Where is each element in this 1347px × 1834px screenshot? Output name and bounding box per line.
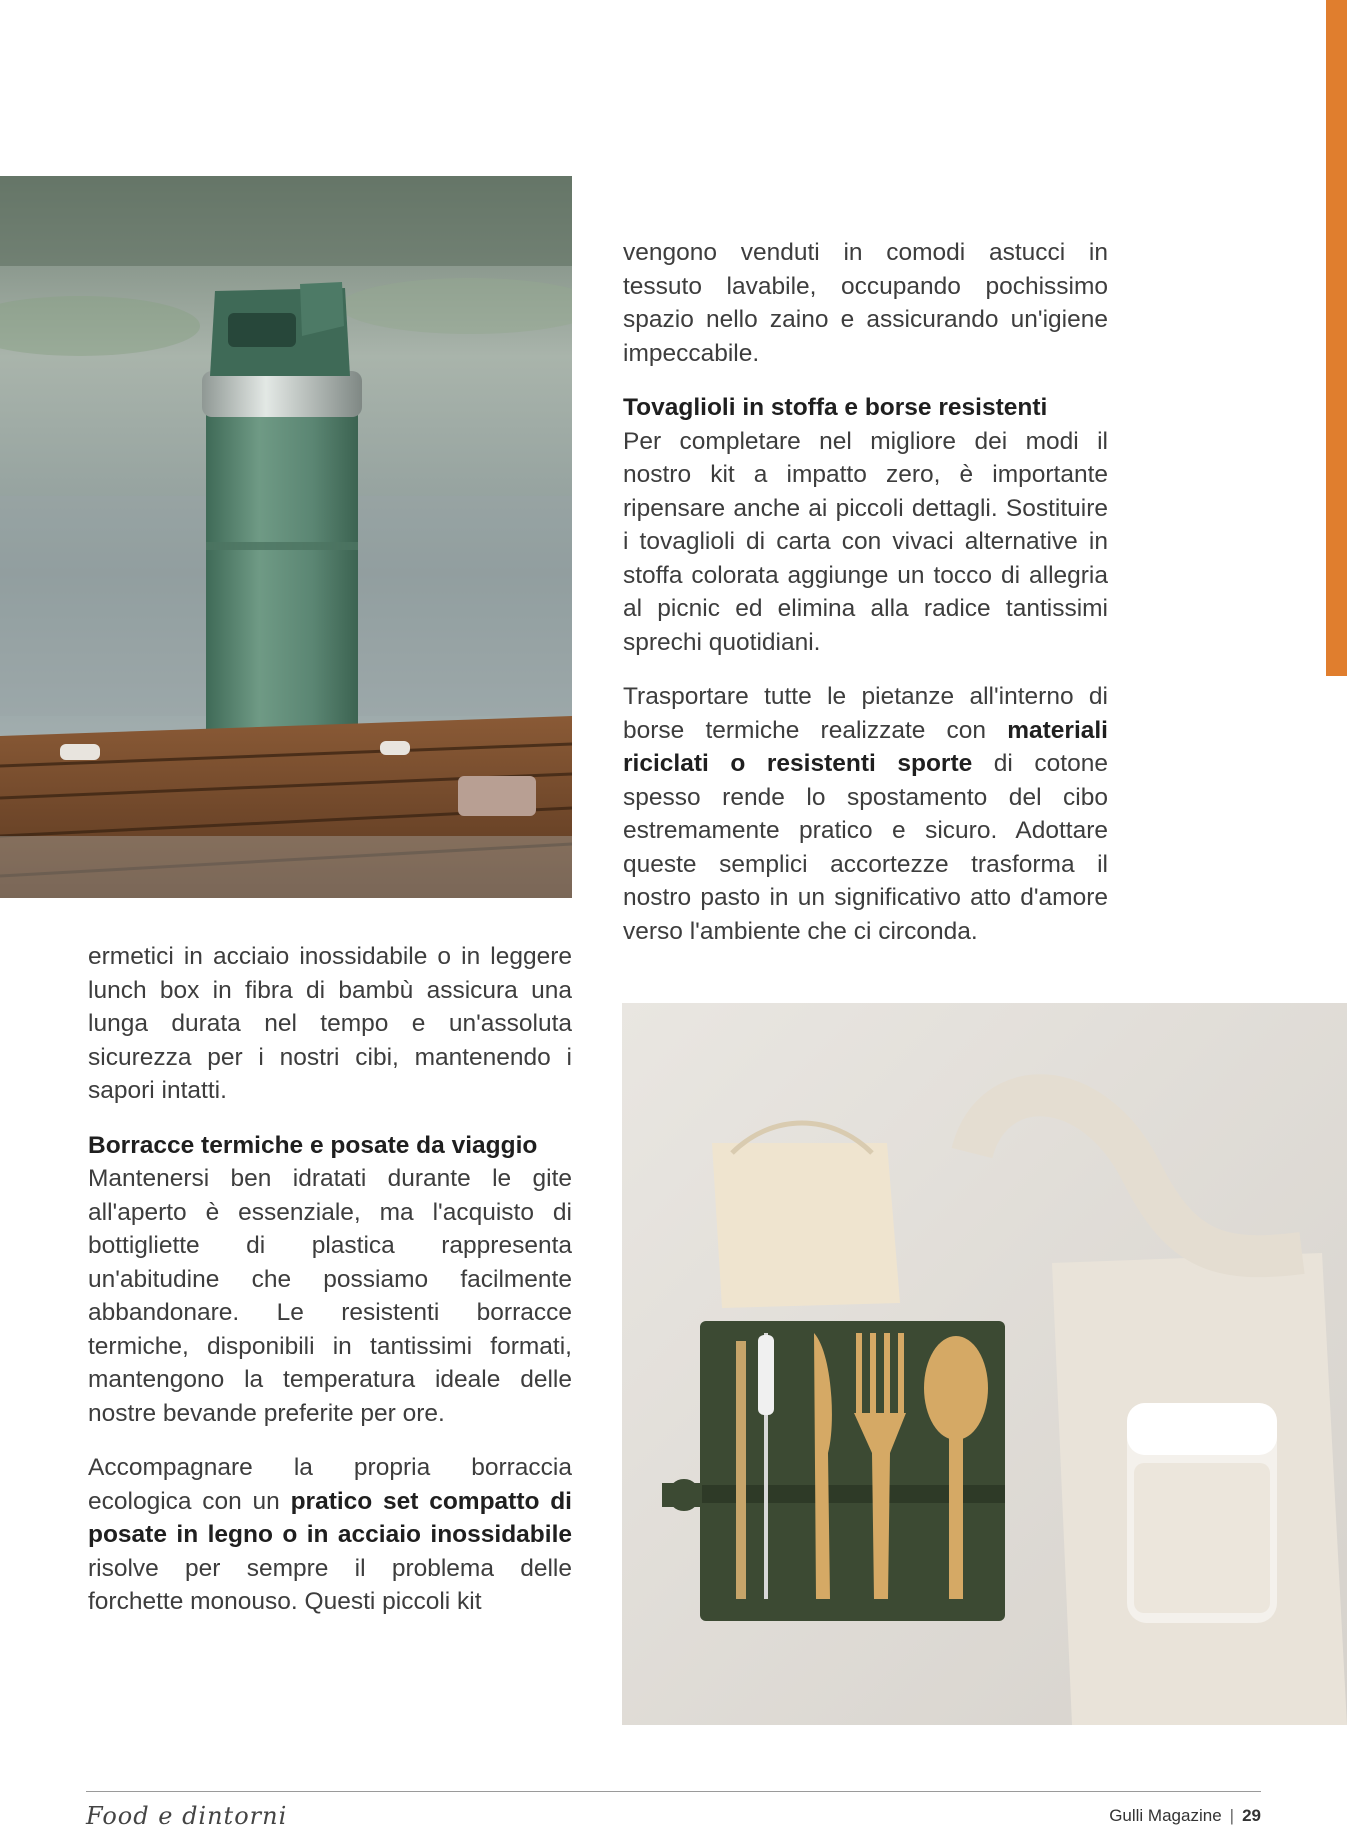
accent-bar (1326, 0, 1347, 676)
left-paragraph-3 (88, 1451, 572, 1619)
left-text-column (88, 940, 572, 1619)
left-paragraph-3-end: risolve per sempre il problema delle forchette monouso. Questi piccoli kit (88, 1554, 572, 1615)
thermos-photo (0, 176, 572, 898)
footer-section-title: Food e dintorni (86, 1802, 288, 1830)
right-paragraph-1: vengono venduti in comodi astucci in tessuto lavabile, occupando pochissimo spazio nello zaino e assicurando un'igiene impeccabile. (623, 239, 1108, 367)
page-number: 29 (1242, 1806, 1261, 1825)
right-paragraph-3-bold: materiali riciclati o resistenti sporte (623, 716, 1108, 777)
right-paragraph-3-start: Trasportare tutte le pietanze all'interno di borse termiche realizzate con (623, 683, 1108, 744)
footer-separator: | (1229, 1806, 1235, 1825)
magazine-name: Gulli Magazine (1109, 1806, 1222, 1825)
left-paragraph-1: ermetici in acciaio inossidabile o in leggere lunch box in fibra di bambù assicura una lunga durata nel tempo e un'assoluta sicurezza per i nostri cibi, mantenendo i sapori intatti. (88, 943, 572, 1104)
right-text-column (623, 236, 1108, 948)
right-paragraph-3 (623, 680, 1108, 948)
right-paragraph-3-end: di cotone spesso rende lo spostamento del cibo estremamente pratico e sicuro. Adottare queste semplici accortezze trasforma il nostro pasto in un significativo atto d'amore verso l'ambiente che ci circonda. (623, 750, 1108, 945)
footer-divider (86, 1791, 1261, 1792)
cutlery-kit-photo (622, 1003, 1347, 1725)
left-paragraph-3-start: Accompagnare la propria borraccia ecologica con un (88, 1454, 572, 1515)
left-subheading: Borracce termiche e posate da viaggio (88, 1131, 538, 1159)
left-paragraph-3-bold: pratico set compatto di posate in legno o in acciaio inossidabile (88, 1487, 572, 1548)
footer-magazine-info (1109, 1806, 1261, 1826)
right-paragraph-2: Per completare nel migliore dei modi il nostro kit a impatto zero, è importante ripensare anche ai piccoli dettagli. Sostituire i tovaglioli di carta con vivaci alternative in stoffa colorata aggiunge un tocco di allegria al picnic ed elimina alla radice tantissimi sprechi quotidiani. (623, 427, 1108, 656)
right-subheading: Tovaglioli in stoffa e borse resistenti (623, 394, 1048, 421)
left-paragraph-2: Mantenersi ben idratati durante le gite all'aperto è essenziale, ma l'acquisto di bottigliette di plastica rappresenta un'abitudine che possiamo facilmente abbandonare. Le resistenti borracce termiche, disponibili in tantissimi formati, mantengono la temperatura ideale delle nostre bevande preferite per ore. (88, 1165, 572, 1427)
